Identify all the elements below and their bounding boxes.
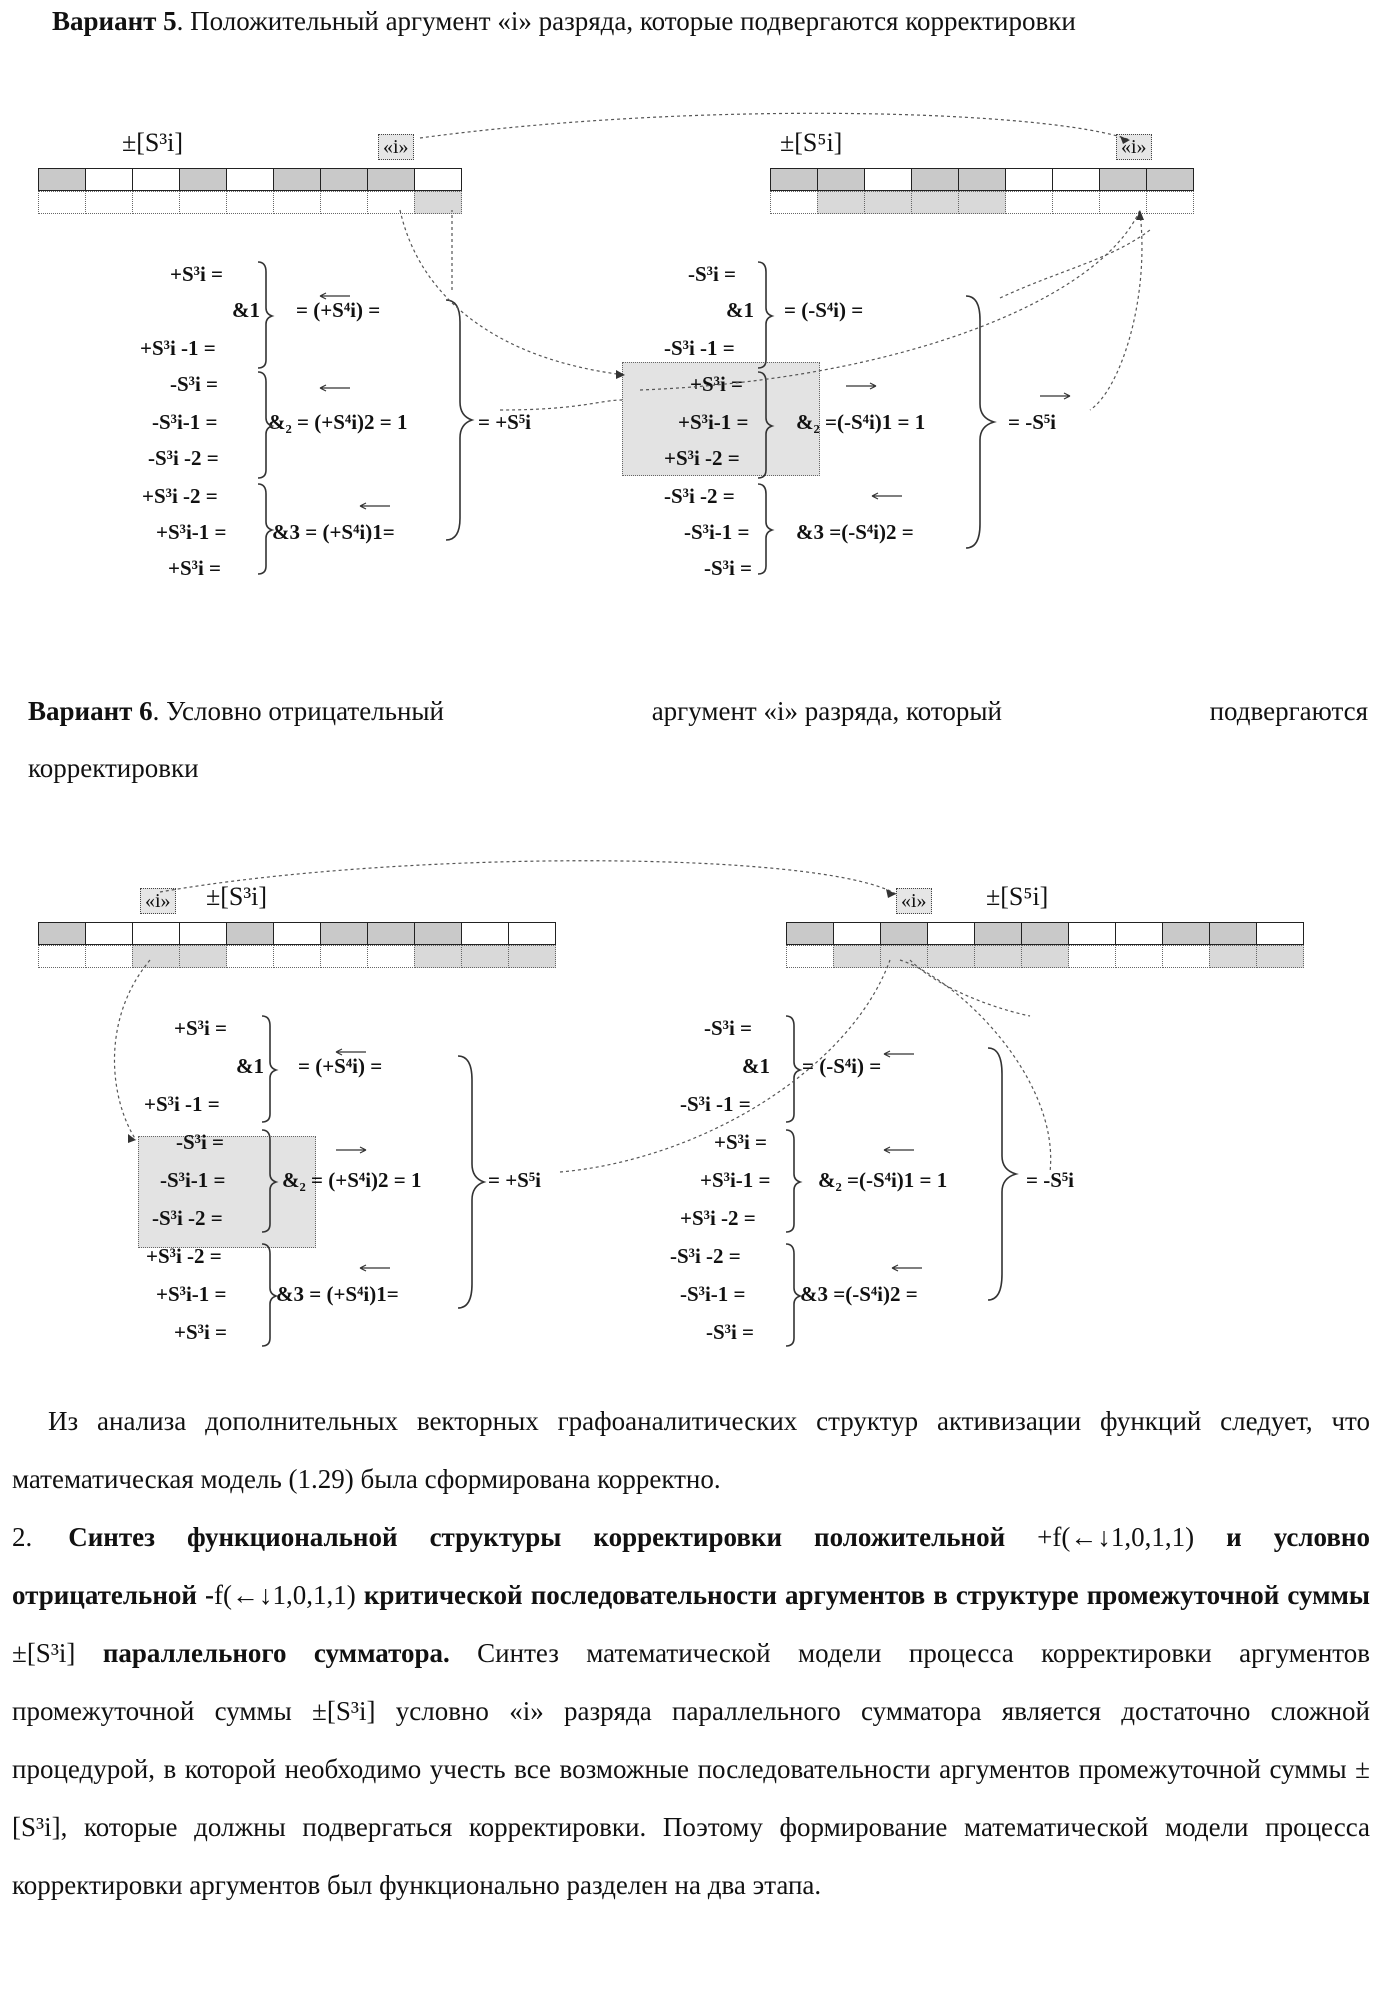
v6-right-gate: &3 =(-S⁴i)2 = <box>800 1282 918 1307</box>
v5-right-eq: +S³i -2 = <box>664 446 740 471</box>
v5-right-gate: &1 <box>726 298 754 323</box>
variant5-title-rest: . Положительный аргумент «i» разряда, которые подвергаются корректировки <box>177 6 1076 36</box>
v6-right-eq: +S³i-1 = <box>700 1168 771 1193</box>
v5-right-output: = -S⁵i <box>1008 410 1056 435</box>
analysis-text: Из анализа дополнительных векторных графоаналитических структур активизации функций следует, что математическая модель (1.29) была сформирована корректно. <box>12 1406 1370 1494</box>
variant6-left-register-label: ±[S³i] <box>206 882 267 912</box>
v6-left-gate: &₂ = (+S⁴i)2 = 1 <box>282 1168 421 1193</box>
v5-right-eq: -S³i-1 = <box>684 520 750 545</box>
formula-f2: f(←↓1,0,1,1) <box>214 1580 356 1610</box>
variant6-title-rest-c: подвергаются <box>1210 694 1368 729</box>
v5-left-eq: -S³i -2 = <box>148 446 219 471</box>
v6-left-eq: -S³i = <box>176 1130 224 1155</box>
v6-right-eq: +S³i -2 = <box>680 1206 756 1231</box>
v5-left-eq: +S³i = <box>168 556 221 581</box>
section-heading-b: и условно отрицательной - <box>12 1522 1370 1610</box>
v6-left-result: = (+S⁴i) = <box>298 1054 382 1079</box>
v6-left-eq: -S³i -2 = <box>152 1206 223 1231</box>
v5-left-result: = (+S⁴i) = <box>296 298 380 323</box>
synthesis-text-a: Синтез математической модели процесса корректировки аргументов промежуточной суммы <box>12 1638 1370 1726</box>
synthesis-paragraph <box>12 1508 1370 1914</box>
variant5-left-i-marker: «i» <box>378 134 414 160</box>
v5-right-eq: -S³i = <box>704 556 752 581</box>
variant6-heading <box>28 694 1368 786</box>
variant6-left-i-marker: «i» <box>140 888 176 914</box>
v5-left-eq: +S³i -2 = <box>142 484 218 509</box>
v6-left-eq: +S³i -1 = <box>144 1092 220 1117</box>
variant6-connectors <box>0 820 1382 1380</box>
variant6-title-rest-a: . Условно отрицательный <box>153 696 444 726</box>
v5-left-output: = +S⁵i <box>478 410 531 435</box>
v6-right-result: = (-S⁴i) = <box>802 1054 881 1079</box>
v5-left-gate: &1 <box>232 298 260 323</box>
v6-right-eq: +S³i = <box>714 1130 767 1155</box>
v6-right-eq: -S³i = <box>706 1320 754 1345</box>
variant5-title-bold: Вариант 5 <box>52 6 177 36</box>
v6-left-gate: &3 = (+S⁴i)1= <box>276 1282 399 1307</box>
v5-right-eq: -S³i -2 = <box>664 484 735 509</box>
v6-left-eq: +S³i = <box>174 1320 227 1345</box>
v5-left-gate: &₂ = (+S⁴i)2 = 1 <box>268 410 407 435</box>
variant6-right-register-label: ±[S⁵i] <box>986 882 1048 912</box>
synthesis-text-c: , которые должны подвергаться корректировки. Поэтому формирование математической модели процесса корректировки аргументов был функционально разделен на два этапа. <box>12 1812 1370 1900</box>
section-heading-c: критической последовательности аргументов в структуре промежуточной суммы <box>356 1580 1370 1610</box>
v6-right-gate: &1 <box>742 1054 770 1079</box>
variant6-title-bold: Вариант 6 <box>28 696 153 726</box>
v6-left-gate: &1 <box>236 1054 264 1079</box>
v5-right-gate: &₂ =(-S⁴i)1 = 1 <box>796 410 925 435</box>
variant6-title-line2: корректировки <box>28 751 1368 786</box>
variant6-diagram <box>0 820 1382 1380</box>
v6-left-eq: +S³i = <box>174 1016 227 1041</box>
v5-right-gate: &3 =(-S⁴i)2 = <box>796 520 914 545</box>
variant5-right-i-marker: «i» <box>1116 134 1152 160</box>
v6-right-eq: -S³i = <box>704 1016 752 1041</box>
v6-left-output: = +S⁵i <box>488 1168 541 1193</box>
v5-left-eq: +S³i = <box>170 262 223 287</box>
v5-right-eq: -S³i -1 = <box>664 336 735 361</box>
variant5-connectors <box>0 0 1382 640</box>
sum-symbol: ±[S³i] <box>12 1638 75 1668</box>
v6-right-output: = -S⁵i <box>1026 1168 1074 1193</box>
sum-symbol: ±[S³i] <box>12 1754 1370 1842</box>
variant6-title-rest-b: аргумент «i» разряда, который <box>652 694 1002 729</box>
synthesis-text-b: условно «i» разряда параллельного сумматора является достаточно сложной процедурой, в которой необходимо учесть все возможные последовательности аргументов промежуточной суммы <box>12 1696 1370 1784</box>
v5-left-eq: -S³i-1 = <box>152 410 218 435</box>
v6-right-eq: -S³i -1 = <box>680 1092 751 1117</box>
v5-left-eq: +S³i-1 = <box>156 520 227 545</box>
formula-f1: +f(←↓1,0,1,1) <box>1005 1522 1226 1552</box>
v5-left-gate: &3 = (+S⁴i)1= <box>272 520 395 545</box>
variant5-diagram <box>0 0 1382 640</box>
v5-right-eq: +S³i = <box>690 372 743 397</box>
v5-left-eq: +S³i -1 = <box>140 336 216 361</box>
v5-right-result: = (-S⁴i) = <box>784 298 863 323</box>
v6-left-eq: +S³i-1 = <box>156 1282 227 1307</box>
v6-left-eq: +S³i -2 = <box>146 1244 222 1269</box>
variant5-left-register-label: ±[S³i] <box>122 128 183 158</box>
variant5-right-register-label: ±[S⁵i] <box>780 128 842 158</box>
v5-left-eq: -S³i = <box>170 372 218 397</box>
v6-right-eq: -S³i -2 = <box>670 1244 741 1269</box>
v5-right-eq: +S³i-1 = <box>678 410 749 435</box>
v6-left-eq: -S³i-1 = <box>160 1168 226 1193</box>
section-heading-a: Синтез функциональной структуры корректировки положительной <box>68 1522 1005 1552</box>
analysis-paragraph <box>12 1392 1370 1508</box>
v6-right-gate: &₂ =(-S⁴i)1 = 1 <box>818 1168 947 1193</box>
variant6-right-i-marker: «i» <box>896 888 932 914</box>
v6-right-eq: -S³i-1 = <box>680 1282 746 1307</box>
v5-right-eq: -S³i = <box>688 262 736 287</box>
sum-symbol: ±[S³i] <box>312 1696 375 1726</box>
section-heading-d: параллельного сумматора. <box>75 1638 449 1668</box>
section-number: 2. <box>12 1522 32 1552</box>
